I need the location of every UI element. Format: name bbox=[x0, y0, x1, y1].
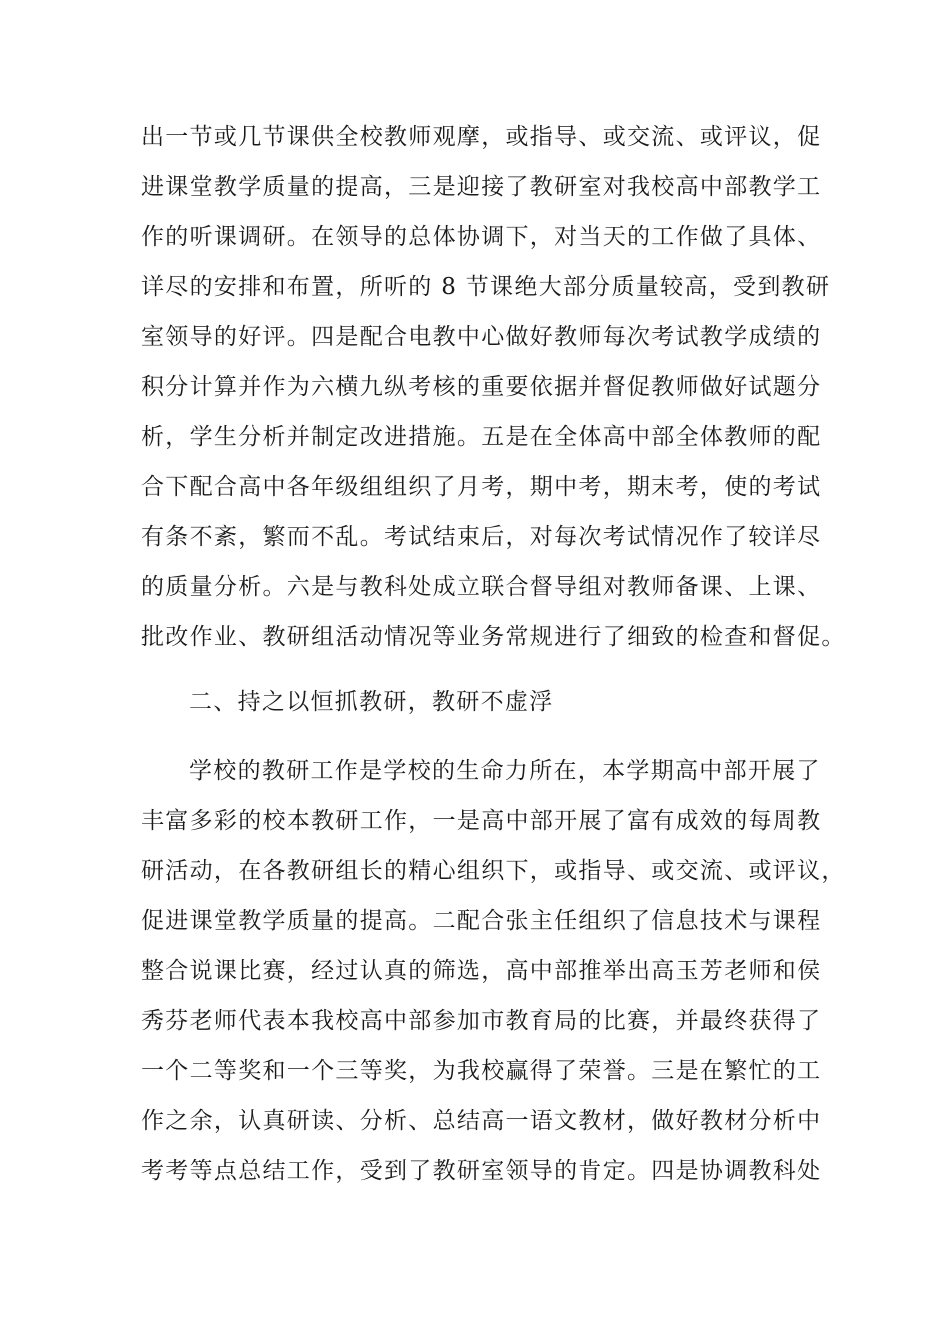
paragraph-2-line-1: 学校的教研工作是学校的生命力所在，本学期高中部开展了 bbox=[189, 758, 821, 784]
section-heading: 二、持之以恒抓教研，教研不虚浮 bbox=[189, 689, 554, 715]
paragraph-1-line-8: 合下配合高中各年级组组织了月考，期中考，期末考，使的考试 bbox=[141, 474, 822, 500]
paragraph-1-line-2: 进课堂教学质量的提高，三是迎接了教研室对我校高中部教学工 bbox=[141, 174, 822, 200]
paragraph-2-line-5: 整合说课比赛，经过认真的筛选，高中部推举出高玉芳老师和侯 bbox=[141, 958, 822, 984]
paragraph-1-line-11: 批改作业、教研组活动情况等业务常规进行了细致的检查和督促。 bbox=[141, 624, 846, 650]
paragraph-2-line-4: 促进课堂教学质量的提高。二配合张主任组织了信息技术与课程 bbox=[141, 908, 822, 934]
paragraph-1-line-7: 析，学生分析并制定改进措施。五是在全体高中部全体教师的配 bbox=[141, 424, 822, 450]
paragraph-2-line-9: 考考等点总结工作，受到了教研室领导的肯定。四是协调教科处 bbox=[141, 1158, 822, 1184]
paragraph-2-line-7: 一个二等奖和一个三等奖，为我校赢得了荣誉。三是在繁忙的工 bbox=[141, 1058, 822, 1084]
paragraph-1-line-9: 有条不紊，繁而不乱。考试结束后，对每次考试情况作了较详尽 bbox=[141, 524, 822, 550]
paragraph-2-line-8: 作之余，认真研读、分析、总结高一语文教材，做好教材分析中 bbox=[141, 1108, 822, 1134]
paragraph-1-line-1: 出一节或几节课供全校教师观摩，或指导、或交流、或评议，促 bbox=[141, 124, 822, 150]
paragraph-1-line-10: 的质量分析。六是与教科处成立联合督导组对教师备课、上课、 bbox=[141, 574, 822, 600]
paragraph-1-line-5: 室领导的好评。四是配合电教中心做好教师每次考试教学成绩的 bbox=[141, 324, 822, 350]
paragraph-2-line-2: 丰富多彩的校本教研工作，一是高中部开展了富有成效的每周教 bbox=[141, 808, 822, 834]
paragraph-1-line-4: 详尽的安排和布置，所听的 8 节课绝大部分质量较高，受到教研 bbox=[141, 274, 831, 300]
paragraph-2-line-6: 秀芬老师代表本我校高中部参加市教育局的比赛，并最终获得了 bbox=[141, 1008, 822, 1034]
paragraph-2-line-3: 研活动，在各教研组长的精心组织下，或指导、或交流、或评议， bbox=[141, 858, 846, 884]
paragraph-1-line-6: 积分计算并作为六横九纵考核的重要依据并督促教师做好试题分 bbox=[141, 374, 822, 400]
paragraph-1-line-3: 作的听课调研。在领导的总体协调下，对当天的工作做了具体、 bbox=[141, 224, 822, 250]
